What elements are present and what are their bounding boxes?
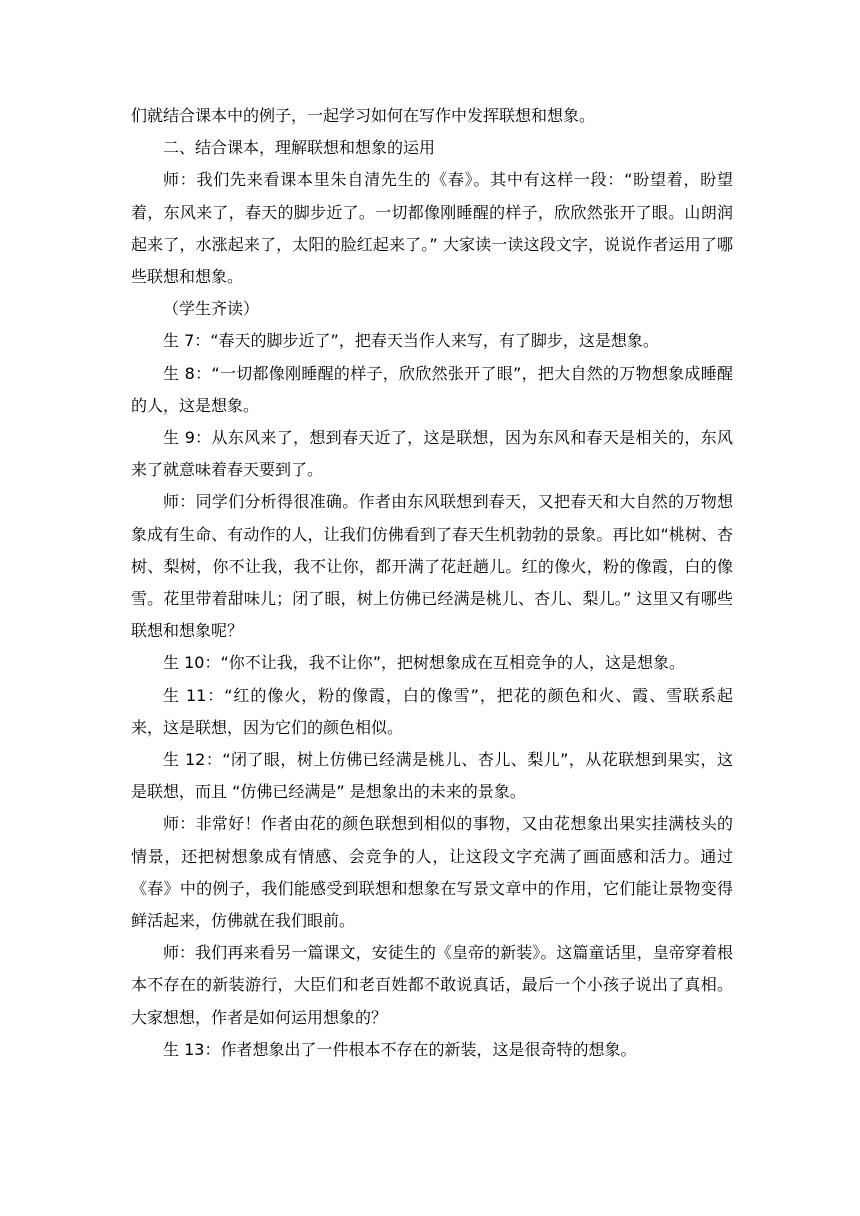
paragraph: 生 8：“一切都像刚睡醒的样子，欣欣然张开了眼”，把大自然的万物想象成睡醒的人，这是想象。 <box>131 363 733 415</box>
paragraph: 生 11：“红的像火，粉的像霞，白的像雪”，把花的颜色和火、霞、雪联系起来，这是联想，因为它们的颜色相似。 <box>131 685 733 737</box>
paragraph: 们就结合课本中的例子，一起学习如何在写作中发挥联想和想象。 <box>131 106 596 125</box>
paragraph: 师：非常好！作者由花的颜色联想到相似的事物，又由花想象出果实挂满枝头的情景，还把树想象成有情感、会竞争的人，让这段文字充满了画面感和活力。通过《春》中的例子，我们能感受到联想和想象在写景文章中的作用，它们能让景物变得鲜活起来，仿佛就在我们眼前。 <box>131 814 733 931</box>
document-body <box>131 100 733 1066</box>
section-heading: 二、结合课本，理解联想和想象的运用 <box>163 138 436 158</box>
paragraph: 生 9：从东风来了，想到春天近了，这是联想，因为东风和春天是相关的，东风来了就意味着春天要到了。 <box>131 428 733 480</box>
paragraph: 生 7：“春天的脚步近了”，把春天当作人来写，有了脚步，这是想象。 <box>163 331 659 351</box>
paragraph: 生 12：“闭了眼，树上仿佛已经满是桃儿、杏儿、梨儿”，从花联想到果实，这是联想，而且 “仿佛已经满是” 是想象出的未来的景象。 <box>131 750 733 802</box>
paragraph: 师：同学们分析得很准确。作者由东风联想到春天，又把春天和大自然的万物想象成有生命、有动作的人，让我们仿佛看到了春天生机勃勃的景象。再比如“桃树、杏树、梨树，你不让我，我不让你，都开满了花赶趟儿。红的像火，粉的像霞，白的像雪。花里带着甜味儿；闭了眼，树上仿佛已经满是桃儿、杏儿、梨儿。” 这里又有哪些联想和想象呢？ <box>131 492 733 641</box>
paragraph: 师：我们先来看课本里朱自清先生的《春》。其中有这样一段：“盼望着，盼望着，东风来了，春天的脚步近了。一切都像刚睡醒的样子，欣欣然张开了眼。山朗润起来了，水涨起来了，太阳的脸红起来了。” 大家读一读这段文字，说说作者运用了哪些联想和想象。 <box>131 170 733 287</box>
paragraph: 生 10：“你不让我，我不让你”，把树想象成在互相竞争的人，这是想象。 <box>163 653 686 673</box>
paragraph: （学生齐读） <box>163 299 260 319</box>
paragraph: 生 13：作者想象出了一件根本不存在的新装，这是很奇特的想象。 <box>163 1039 637 1059</box>
paragraph: 师：我们再来看另一篇课文，安徒生的《皇帝的新装》。这篇童话里，皇帝穿着根本不存在的新装游行，大臣们和老百姓都不敢说真话，最后一个小孩子说出了真相。大家想想，作者是如何运用想象的？ <box>131 943 733 1027</box>
